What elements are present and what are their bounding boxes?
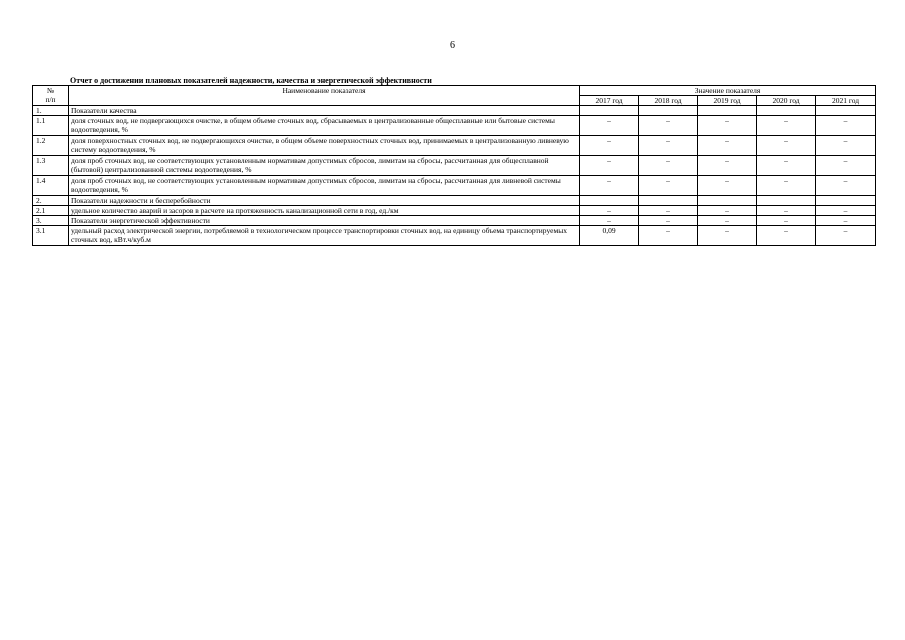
- row-number: 1.4: [33, 176, 69, 196]
- indicator-value: –: [757, 216, 816, 226]
- row-number: 3.1: [33, 226, 69, 246]
- table-body: [33, 106, 876, 246]
- indicator-name: Показатели энергетической эффективности: [69, 216, 580, 226]
- indicator-value: –: [757, 156, 816, 176]
- indicator-value: –: [698, 226, 757, 246]
- indicator-value: –: [757, 226, 816, 246]
- indicator-name: удельное количество аварий и засоров в расчете на протяженность канализационной сети в год, ед./км: [69, 206, 580, 216]
- indicator-value: –: [639, 136, 698, 156]
- indicator-value: –: [639, 156, 698, 176]
- indicator-value: –: [698, 216, 757, 226]
- indicator-value: –: [639, 216, 698, 226]
- table-row: [33, 206, 876, 216]
- indicator-name: Показатели качества: [69, 106, 580, 116]
- indicators-table: [32, 85, 876, 246]
- indicator-value: –: [816, 206, 876, 216]
- indicator-value: [816, 106, 876, 116]
- indicator-value: –: [580, 136, 639, 156]
- table-row: [33, 136, 876, 156]
- indicator-value: –: [816, 116, 876, 136]
- indicator-value: –: [580, 116, 639, 136]
- indicator-value: [580, 196, 639, 206]
- indicator-value: –: [757, 116, 816, 136]
- table-row: [33, 226, 876, 246]
- indicator-value: –: [580, 176, 639, 196]
- indicator-value: –: [698, 156, 757, 176]
- table-row: [33, 116, 876, 136]
- header-value-group: [580, 86, 876, 96]
- report-title: Отчет о достижении плановых показателей надежности, качества и энергетической эффективности: [70, 76, 432, 85]
- indicator-value: –: [639, 206, 698, 216]
- indicator-value: –: [639, 116, 698, 136]
- indicator-name: доля проб сточных вод, не соответствующих установленным нормативам допустимых сбросов, лимитам на сбросы, рассчитанная для ливневой системы водоотведения, %: [69, 176, 580, 196]
- table-row: [33, 176, 876, 196]
- indicator-name: доля сточных вод, не подвергающихся очистке, в общем объеме сточных вод, сбрасываемых в централизованные общесплавные или бытовые системы водоотведения, %: [69, 116, 580, 136]
- indicator-value: [757, 196, 816, 206]
- indicator-value: –: [757, 136, 816, 156]
- page-number: 6: [450, 40, 455, 51]
- header-num: [33, 86, 69, 106]
- indicator-value: –: [639, 226, 698, 246]
- indicator-value: –: [580, 156, 639, 176]
- indicator-value: [639, 106, 698, 116]
- indicator-name: доля проб сточных вод, не соответствующих установленным нормативам допустимых сбросов, лимитам на сбросы, рассчитанная для общесплавной (бытовой) централизованной системы водоотведения, %: [69, 156, 580, 176]
- indicator-value: [580, 106, 639, 116]
- header-year: 2017 год: [580, 96, 639, 106]
- row-number: 1.2: [33, 136, 69, 156]
- indicator-value: [698, 196, 757, 206]
- table-row: [33, 216, 876, 226]
- header-year: 2018 год: [639, 96, 698, 106]
- indicator-value: –: [816, 156, 876, 176]
- indicator-name: доля поверхностных сточных вод, не подвергающихся очистке, в общем объеме поверхностных сточных вод, принимаемых в централизованную ливневую систему водоотведения, %: [69, 136, 580, 156]
- row-number: 1.3: [33, 156, 69, 176]
- indicator-value: –: [698, 206, 757, 216]
- header-year: 2020 год: [757, 96, 816, 106]
- indicator-value: [698, 106, 757, 116]
- indicator-value: –: [639, 176, 698, 196]
- row-number: 2.1: [33, 206, 69, 216]
- indicator-value: –: [816, 216, 876, 226]
- header-year: 2021 год: [816, 96, 876, 106]
- indicator-value: 0,09: [580, 226, 639, 246]
- header-name-label: Наименование показателя: [282, 86, 366, 95]
- indicator-value: [816, 196, 876, 206]
- indicator-name: Показатели надежности и бесперебойности: [69, 196, 580, 206]
- indicator-value: –: [698, 116, 757, 136]
- table-row: [33, 106, 876, 116]
- header-year: 2019 год: [698, 96, 757, 106]
- indicator-value: –: [580, 216, 639, 226]
- indicator-value: –: [698, 136, 757, 156]
- header-value-group-label: Значение показателя: [694, 86, 761, 95]
- indicator-value: –: [580, 206, 639, 216]
- header-name: [69, 86, 580, 106]
- row-number: 1.1: [33, 116, 69, 136]
- row-number: 2.: [33, 196, 69, 206]
- indicator-value: [639, 196, 698, 206]
- indicator-value: –: [757, 176, 816, 196]
- indicator-name: удельный расход электрической энергии, потребляемой в технологическом процессе транспортировки сточных вод, на единицу объема транспортируемых сточных вод, кВт.ч/куб.м: [69, 226, 580, 246]
- table-row: [33, 156, 876, 176]
- indicator-value: –: [816, 226, 876, 246]
- indicator-value: –: [757, 206, 816, 216]
- indicator-value: –: [816, 136, 876, 156]
- indicator-value: –: [698, 176, 757, 196]
- indicator-value: [757, 106, 816, 116]
- indicator-value: –: [816, 176, 876, 196]
- table-row: [33, 196, 876, 206]
- header-num-label: № п/п: [45, 86, 56, 104]
- row-number: 3.: [33, 216, 69, 226]
- row-number: 1.: [33, 106, 69, 116]
